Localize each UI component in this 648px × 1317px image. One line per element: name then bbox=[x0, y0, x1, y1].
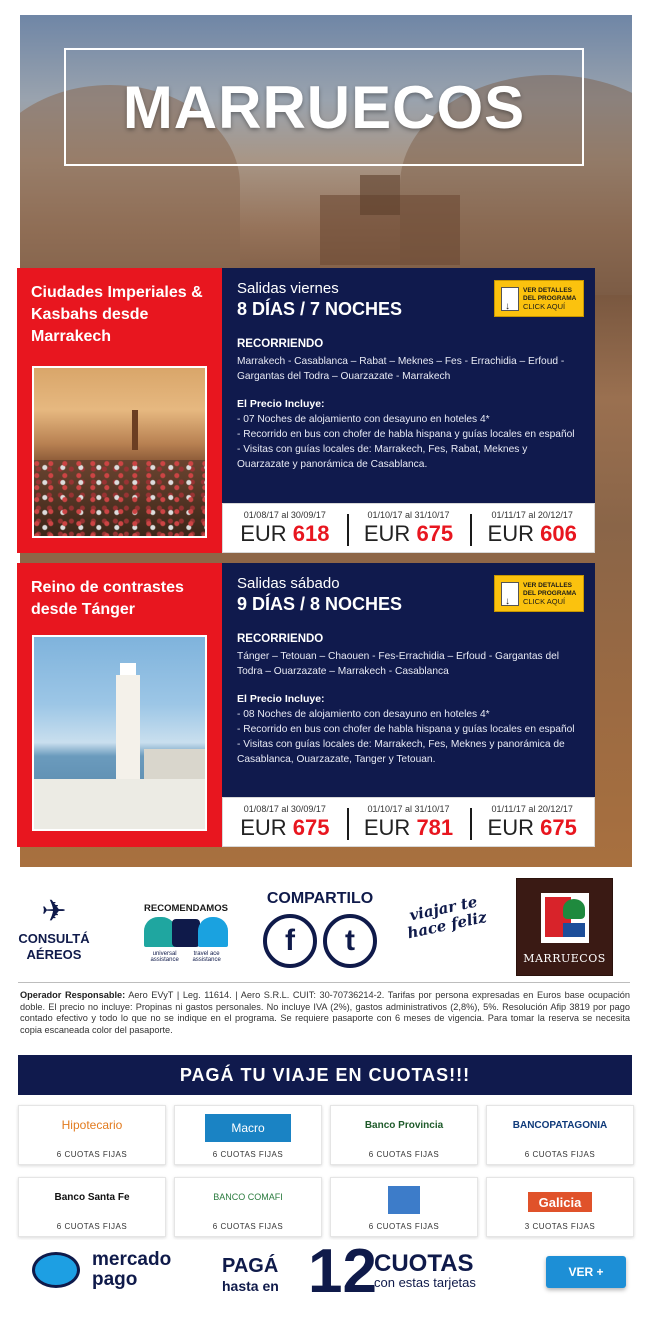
marruecos-logo-text: MARRUECOS bbox=[523, 952, 606, 965]
slogan-logo: viajar te hace feliz bbox=[405, 892, 489, 943]
bank-logo: Banco Provincia bbox=[364, 1119, 444, 1131]
twitter-icon[interactable]: t bbox=[323, 914, 377, 968]
photo-minaret bbox=[132, 410, 138, 450]
bank-card-patagonia[interactable] bbox=[486, 1105, 634, 1165]
pdf-download-icon bbox=[501, 287, 519, 311]
handshake-icon bbox=[32, 1252, 80, 1288]
consulta-aereos-label: CONSULTÁ AÉREOS bbox=[18, 931, 90, 962]
price-dates: 01/11/17 al 20/12/17 bbox=[491, 510, 573, 520]
route-title: RECORRIENDO bbox=[237, 633, 324, 645]
package-name: Ciudades Imperiales & Kasbahs desde Marrakech bbox=[31, 284, 203, 345]
price-value: EUR 781 bbox=[363, 815, 454, 840]
price-option bbox=[223, 504, 347, 552]
bank-logo: BANCO COMAFI bbox=[213, 1192, 283, 1202]
footer-icons-row bbox=[0, 875, 648, 980]
price-value: EUR 675 bbox=[487, 815, 577, 840]
includes-item: - 08 Noches de alojamiento con desayuno en hoteles 4* bbox=[237, 709, 490, 720]
bank-cuotas: 3 CUOTAS FIJAS bbox=[524, 1222, 596, 1231]
share-icons bbox=[260, 914, 380, 968]
package-departures: Salidas sábado bbox=[237, 575, 340, 592]
paga-label: PAGÁ hasta en bbox=[222, 1255, 279, 1294]
includes-item: - Recorrido en bus con chofer de habla hispana y guías locales en español bbox=[237, 724, 575, 735]
photo-crowd bbox=[34, 460, 205, 536]
bank-cuotas: 6 CUOTAS FIJAS bbox=[368, 1222, 440, 1231]
program-button-text: VER DETALLES DEL PROGRAMA CLICK AQUÍ bbox=[523, 581, 577, 606]
includes-item: - Visitas con guías locales de: Marrakech, Fes, Meknes y panorámica de Casablanca, Ouarzazate, Tanger y Tetouan. bbox=[237, 739, 565, 765]
mercadopago-strip bbox=[18, 1237, 632, 1312]
recomendamos-label: RECOMENDAMOS bbox=[144, 903, 228, 914]
bank-card-macro[interactable] bbox=[174, 1105, 322, 1165]
price-table bbox=[222, 797, 595, 847]
bank-card-santafe[interactable] bbox=[18, 1177, 166, 1237]
consulta-aereos-link[interactable] bbox=[18, 897, 90, 963]
mercadopago-name: mercado pago bbox=[92, 1249, 172, 1290]
facebook-icon[interactable]: f bbox=[263, 914, 317, 968]
price-option bbox=[470, 798, 594, 846]
includes-title: El Precio Incluye: bbox=[237, 398, 325, 410]
price-value: EUR 618 bbox=[240, 521, 330, 546]
bank-grid bbox=[18, 1105, 632, 1237]
marruecos-tourism-logo bbox=[516, 878, 613, 976]
ata-logo-link[interactable] bbox=[140, 903, 232, 963]
includes-item: - Visitas con guías locales de: Marrakech, Fes, Rabat, Meknes y Ouarzazate y panorámica de Casablanca. bbox=[237, 444, 528, 470]
bank-cuotas: 6 CUOTAS FIJAS bbox=[212, 1222, 284, 1231]
includes-item: - Recorrido en bus con chofer de habla hispana y guías locales en español bbox=[237, 429, 575, 440]
package-photo bbox=[32, 366, 207, 538]
package-photo bbox=[32, 635, 207, 831]
hero-kasbah bbox=[360, 175, 400, 215]
bank-cuotas: 6 CUOTAS FIJAS bbox=[56, 1222, 128, 1231]
ata-logo bbox=[144, 917, 228, 951]
cuotas-label: CUOTAS con estas tarjetas bbox=[374, 1250, 476, 1290]
program-button-text: VER DETALLES DEL PROGRAMA CLICK AQUÍ bbox=[523, 286, 577, 311]
includes-title: El Precio Incluye: bbox=[237, 693, 325, 705]
bank-logo: Galicia bbox=[528, 1192, 592, 1212]
price-option bbox=[223, 798, 347, 846]
price-dates: 01/08/17 al 30/09/17 bbox=[243, 804, 326, 814]
marruecos-emblem bbox=[541, 893, 589, 943]
package-details bbox=[222, 268, 595, 553]
bank-logo: BANCOPATAGONIA bbox=[512, 1119, 608, 1131]
price-option bbox=[470, 504, 594, 552]
cuotas-banner: PAGÁ TU VIAJE EN CUOTAS!!! bbox=[18, 1055, 632, 1095]
package-name: Reino de contrastes desde Tánger bbox=[31, 579, 184, 618]
includes-list bbox=[237, 707, 580, 767]
bank-logo: Macro bbox=[205, 1114, 291, 1142]
includes-list bbox=[237, 412, 580, 472]
hero-title-box bbox=[64, 48, 584, 166]
bank-logo: Banco Santa Fe bbox=[54, 1191, 130, 1203]
package-card bbox=[17, 268, 595, 553]
price-value: EUR 675 bbox=[363, 521, 454, 546]
route-title: RECORRIENDO bbox=[237, 338, 324, 350]
bank-cuotas: 6 CUOTAS FIJAS bbox=[56, 1150, 128, 1159]
price-dates: 01/08/17 al 30/09/17 bbox=[243, 510, 326, 520]
installments-number: 12 bbox=[308, 1237, 377, 1306]
program-details-button[interactable] bbox=[494, 280, 584, 317]
program-details-button[interactable] bbox=[494, 575, 584, 612]
price-dates: 01/10/17 al 31/10/17 bbox=[367, 804, 450, 814]
route-text: Tánger – Tetouan – Chaouen - Fes-Errachidia – Erfoud - Gargantas del Todra – Ouarzazate – Marrakech - Casablanca bbox=[237, 651, 560, 677]
bank-card-provincia[interactable] bbox=[330, 1105, 478, 1165]
includes-item: - 07 Noches de alojamiento con desayuno en hoteles 4* bbox=[237, 414, 490, 425]
share-block bbox=[260, 890, 380, 968]
ata-sublabels: universal assistance travel ace assistance bbox=[150, 951, 221, 963]
ver-mas-button[interactable]: VER + bbox=[546, 1256, 626, 1288]
price-dates: 01/10/17 al 31/10/17 bbox=[367, 510, 450, 520]
price-dates: 01/11/17 al 20/12/17 bbox=[491, 804, 573, 814]
divider bbox=[18, 982, 630, 983]
legal-text: Operador Responsable: Aero EVyT | Leg. 11614. | Aero S.R.L. CUIT: 30-70736214-2. Tarifas por persona expresadas en Euros base ocupación doble. El precio no incluye: Propinas ni gastos personales. No incluye IVA (2%), gastos administrativos (2,8%), 5%. Resolución Afip 3819 por pago contado efectivo y todo lo que no se indique en el programa. Se requiere pasaporte con 6 meses de vigencia. Para tomar la reserva se necesita copia escaneada color del pasaporte. bbox=[20, 990, 630, 1035]
airplane-icon: ✈ bbox=[41, 895, 67, 928]
bank-cuotas: 6 CUOTAS FIJAS bbox=[524, 1150, 596, 1159]
bank-cuotas: 6 CUOTAS FIJAS bbox=[212, 1150, 284, 1159]
pdf-download-icon bbox=[501, 582, 519, 606]
package-duration: 9 DÍAS / 8 NOCHES bbox=[237, 594, 403, 614]
bank-cuotas: 6 CUOTAS FIJAS bbox=[368, 1150, 440, 1159]
bank-card-comafi[interactable] bbox=[174, 1177, 322, 1237]
bank-logo: Hipotecario bbox=[61, 1118, 123, 1132]
price-value: EUR 675 bbox=[240, 815, 330, 840]
package-card bbox=[17, 563, 595, 847]
price-option bbox=[347, 798, 471, 846]
package-departures: Salidas viernes bbox=[237, 280, 339, 297]
photo-walls bbox=[34, 779, 205, 829]
bank-card-standard[interactable] bbox=[330, 1177, 478, 1237]
package-details bbox=[222, 563, 595, 847]
photo-minaret bbox=[116, 675, 140, 785]
share-title: COMPARTILO bbox=[266, 890, 374, 907]
price-option bbox=[347, 504, 471, 552]
package-header bbox=[17, 563, 222, 847]
package-duration: 8 DÍAS / 7 NOCHES bbox=[237, 299, 403, 319]
bank-card-galicia[interactable] bbox=[486, 1177, 634, 1237]
bank-logo bbox=[388, 1186, 420, 1214]
package-header bbox=[17, 268, 222, 553]
price-value: EUR 606 bbox=[487, 521, 577, 546]
price-table bbox=[222, 503, 595, 553]
bank-card-hipotecario[interactable] bbox=[18, 1105, 166, 1165]
route-text: Marrakech - Casablanca – Rabat – Meknes – Fes - Errachidia – Erfoud - Gargantas del Todra – Ouarzazate - Marrakech bbox=[237, 356, 565, 382]
hero-title: MARRUECOS bbox=[122, 73, 526, 141]
